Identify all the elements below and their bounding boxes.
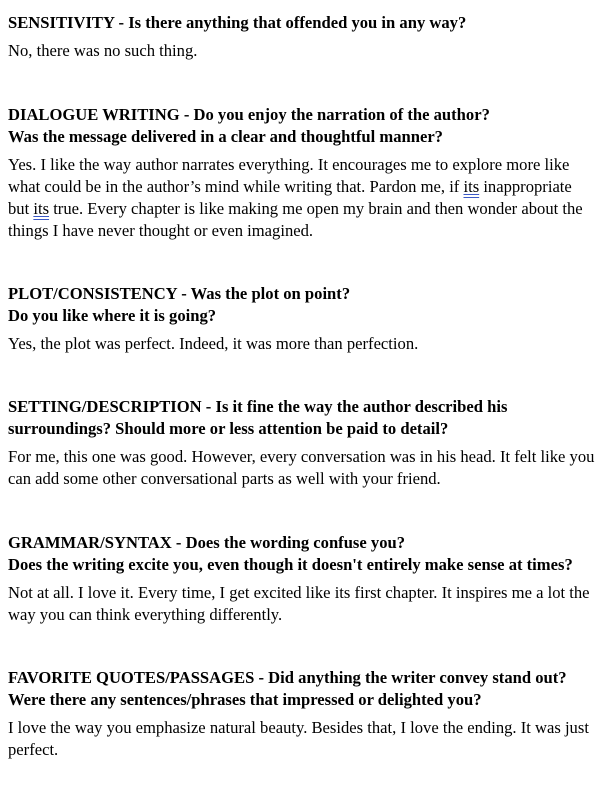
question-line: Does the writing excite you, even though it doesn't entirely make sense at times? — [8, 555, 573, 574]
section-question — [8, 532, 596, 576]
label-separator: - — [179, 105, 194, 124]
section-label: SENSITIVITY — [8, 13, 115, 32]
section-answer: I love the way you emphasize natural beauty. Besides that, I love the ending. It was just perfect. — [8, 718, 589, 759]
spellcheck-flagged-word: its — [33, 199, 50, 218]
spacer — [8, 62, 596, 104]
section-setting-description — [8, 396, 596, 490]
section-label: GRAMMAR/SYNTAX — [8, 533, 172, 552]
spacer — [8, 626, 596, 667]
spacer — [8, 355, 596, 396]
section-question — [8, 396, 596, 440]
review-document — [8, 12, 596, 761]
label-separator: - — [254, 668, 269, 687]
label-separator: - — [201, 397, 216, 416]
section-answer: No, there was no such thing. — [8, 41, 198, 60]
label-separator: - — [114, 13, 129, 32]
section-plot-consistency — [8, 283, 596, 355]
spacer — [8, 242, 596, 283]
section-grammar-syntax — [8, 532, 596, 626]
section-question — [8, 667, 596, 711]
section-dialogue-writing — [8, 104, 596, 242]
answer-text: Yes. I like the way author narrates everything. It encourages me to explore more like what could be in the author’s mind while writing that. Pardon me, if — [8, 155, 570, 196]
section-answer: Yes, the plot was perfect. Indeed, it was more than perfection. — [8, 334, 419, 353]
section-label: SETTING/DESCRIPTION — [8, 397, 202, 416]
section-label: FAVORITE QUOTES/PASSAGES — [8, 668, 255, 687]
question-line: Is there anything that offended you in any way? — [128, 13, 467, 32]
section-favorite-quotes — [8, 667, 596, 761]
question-line: Was the message delivered in a clear and thoughtful manner? — [8, 127, 443, 146]
section-label: PLOT/CONSISTENCY — [8, 284, 178, 303]
section-question — [8, 12, 596, 34]
label-separator: - — [177, 284, 191, 303]
section-answer — [8, 154, 596, 242]
question-line: Does the wording confuse you? — [185, 533, 406, 552]
question-line: Do you enjoy the narration of the author? — [193, 105, 490, 124]
question-line: Is it fine the way the author described his surroundings? Should more or less attention be paid to detail? — [8, 397, 508, 438]
answer-text: inappropriate but — [8, 177, 572, 218]
section-answer: Not at all. I love it. Every time, I get excited like its first chapter. It inspires me a lot the way you can think everything differently. — [8, 583, 590, 624]
question-line: Did anything the writer convey stand out? Were there any sentences/phrases that impressed or delighted you? — [8, 668, 567, 709]
label-separator: - — [171, 533, 186, 552]
section-label: DIALOGUE WRITING — [8, 105, 180, 124]
section-question — [8, 283, 596, 327]
section-answer: For me, this one was good. However, every conversation was in his head. It felt like you can add some other conversational parts as well with your friend. — [8, 447, 595, 488]
section-sensitivity — [8, 12, 596, 62]
spellcheck-flagged-word: its — [463, 177, 480, 196]
question-line: Do you like where it is going? — [8, 306, 217, 325]
answer-text: true. Every chapter is like making me open my brain and then wonder about the things I have never thought or even imagined. — [8, 199, 583, 240]
question-line: Was the plot on point? — [190, 284, 351, 303]
section-question — [8, 104, 596, 148]
spacer — [8, 490, 596, 532]
